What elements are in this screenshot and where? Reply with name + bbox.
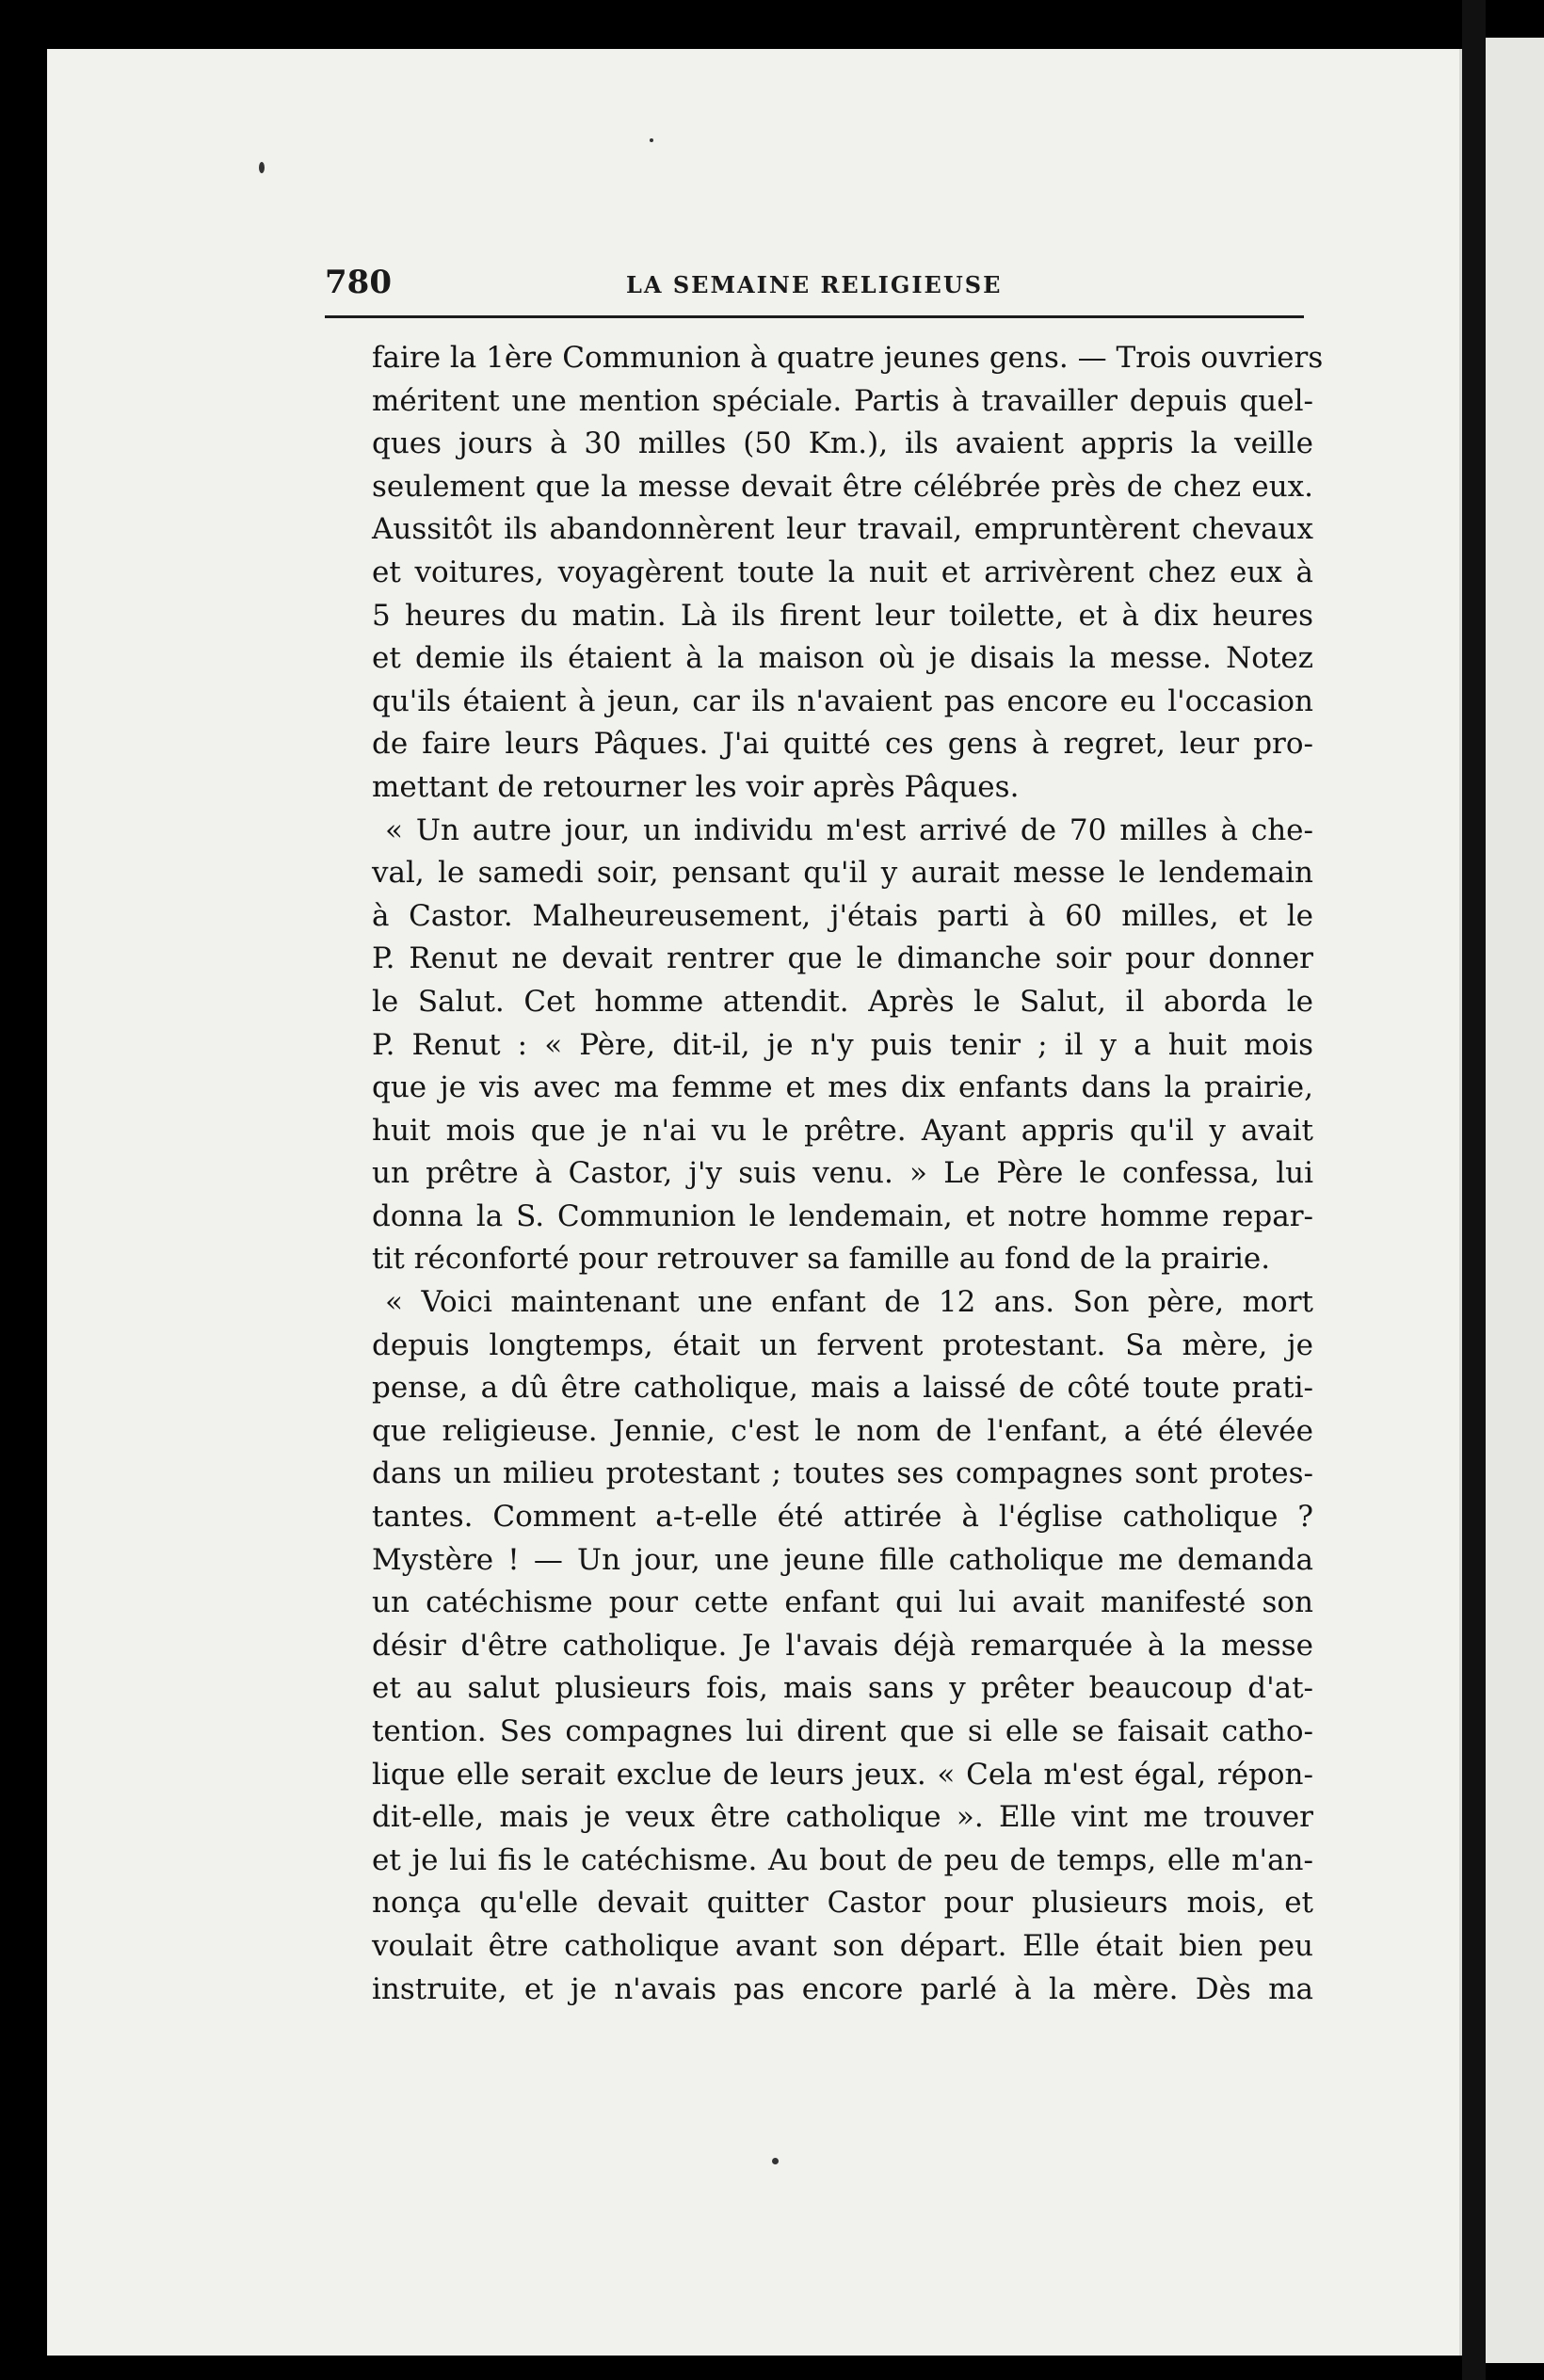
text-line: à Castor. Malheureusement, j'étais parti à 60 milles, et le <box>372 898 1313 933</box>
text-line: dit-elle, mais je veux être catholique ». Elle vint me trouver <box>372 1800 1313 1835</box>
text-line: mettant de retourner les voir après Pâques. <box>372 769 1020 804</box>
text-line: et voitures, voyagèrent toute la nuit et arrivèrent chez eux à <box>372 555 1313 589</box>
text-line: le Salut. Cet homme attendit. Après le Salut, il aborda le <box>372 984 1313 1019</box>
text-line: un prêtre à Castor, j'y suis venu. » Le Père le confessa, lui <box>372 1156 1313 1191</box>
book-gutter <box>1462 0 1486 2380</box>
text-line: « Un autre jour, un individu m'est arrivé de 70 milles à che- <box>385 812 1313 847</box>
text-line: nonça qu'elle devait quitter Castor pour plusieurs mois, et <box>372 1886 1313 1921</box>
running-title: LA SEMAINE RELIGIEUSE <box>626 271 1003 298</box>
facing-page-edge <box>1486 38 1544 2363</box>
text-line: P. Renut : « Père, dit-il, je n'y puis tenir ; il y a huit mois <box>372 1027 1313 1062</box>
dust-speck <box>259 162 265 173</box>
page-number: 780 <box>325 264 392 301</box>
dust-speck <box>650 138 653 142</box>
text-line: Aussitôt ils abandonnèrent leur travail, empruntèrent chevaux <box>372 512 1313 547</box>
text-line: P. Renut ne devait rentrer que le dimanche soir pour donner <box>372 941 1313 976</box>
text-line: ques jours à 30 milles (50 Km.), ils avaient appris la veille <box>372 426 1313 461</box>
text-line: et je lui fis le catéchisme. Au bout de peu de temps, elle m'an- <box>372 1842 1313 1877</box>
text-line: que je vis avec ma femme et mes dix enfants dans la prairie, <box>372 1070 1313 1105</box>
text-line: et au salut plusieurs fois, mais sans y prêter beaucoup d'at- <box>372 1671 1313 1706</box>
text-line: qu'ils étaient à jeun, car ils n'avaient pas encore eu l'occasion <box>372 683 1313 718</box>
text-line: faire la 1ère Communion à quatre jeunes gens. — Trois ouvriers <box>372 341 1324 375</box>
running-header <box>325 264 1304 306</box>
header-rule <box>325 315 1304 318</box>
text-line: de faire leurs Pâques. J'ai quitté ces gens à regret, leur pro- <box>372 727 1313 762</box>
text-line: Mystère ! — Un jour, une jeune fille catholique me demanda <box>372 1542 1313 1577</box>
text-line: huit mois que je n'ai vu le prêtre. Ayant appris qu'il y avait <box>372 1113 1313 1148</box>
text-line: depuis longtemps, était un fervent protestant. Sa mère, je <box>372 1327 1313 1362</box>
text-line: pense, a dû être catholique, mais a laissé de côté toute prati- <box>372 1371 1313 1406</box>
text-line: tit réconforté pour retrouver sa famille au fond de la prairie. <box>372 1242 1271 1277</box>
text-line: voulait être catholique avant son départ. Elle était bien peu <box>372 1928 1313 1963</box>
text-line: méritent une mention spéciale. Partis à travailler depuis quel- <box>372 383 1313 418</box>
text-line: seulement que la messe devait être célébrée près de chez eux. <box>372 469 1313 504</box>
text-line: tantes. Comment a-t-elle été attirée à l'église catholique ? <box>372 1500 1313 1535</box>
text-line: instruite, et je n'avais pas encore parlé à la mère. Dès ma <box>372 1971 1313 2006</box>
text-line: désir d'être catholique. Je l'avais déjà remarquée à la messe <box>372 1628 1313 1663</box>
text-line: donna la S. Communion le lendemain, et notre homme repar- <box>372 1198 1313 1233</box>
body-text <box>372 337 1324 2011</box>
text-line: un catéchisme pour cette enfant qui lui avait manifesté son <box>372 1585 1313 1620</box>
text-line: lique elle serait exclue de leurs jeux. « Cela m'est égal, répon- <box>372 1757 1313 1792</box>
text-line: val, le samedi soir, pensant qu'il y aurait messe le lendemain <box>372 856 1313 891</box>
text-line: tention. Ses compagnes lui dirent que si elle se faisait catho- <box>372 1714 1313 1748</box>
text-line: dans un milieu protestant ; toutes ses compagnes sont protes- <box>372 1456 1313 1491</box>
text-line: et demie ils étaient à la maison où je disais la messe. Notez <box>372 641 1313 676</box>
dust-speck <box>772 2158 779 2164</box>
text-line: « Voici maintenant une enfant de 12 ans. Son père, mort <box>385 1285 1313 1320</box>
text-line: que religieuse. Jennie, c'est le nom de l'enfant, a été élevée <box>372 1413 1313 1448</box>
text-line: 5 heures du matin. Là ils firent leur toilette, et à dix heures <box>372 598 1313 633</box>
